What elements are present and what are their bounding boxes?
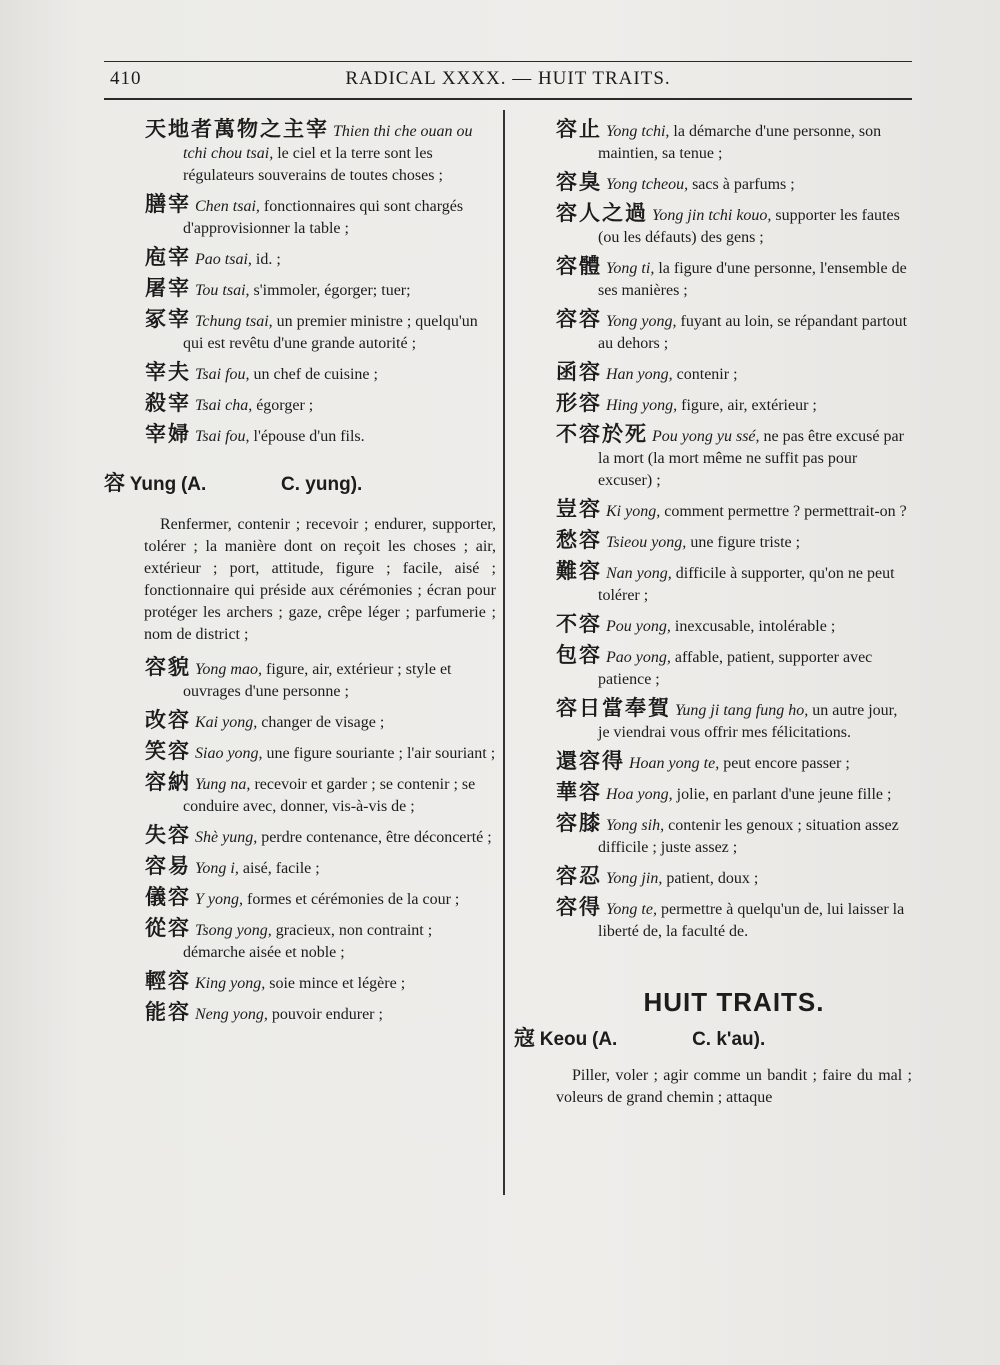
entry-definition: supporter les fautes (ou les défauts) des gens ; [598,207,900,246]
entry-romanization: Pao yong, [606,649,671,666]
entry-characters: 華容 [556,780,602,804]
entry-romanization: Yong sih, [606,817,665,834]
headword-a-part: (A. [180,474,207,495]
entry-definition: inexcusable, intolérable ; [674,618,836,635]
headword-character: 寇 [514,1026,535,1050]
entry-characters: 容膝 [556,811,602,835]
entry-definition: une figure triste ; [690,534,801,551]
entry-definition: difficile à supporter, qu'on ne peut tolérer ; [598,565,895,604]
dictionary-entry [104,246,496,271]
entry-definition: fonctionnaires qui sont chargés d'approvisionner la table ; [183,198,464,237]
running-header [104,64,912,94]
headword-c-part: C. k'au). [692,1029,766,1050]
entry-definition: le ciel et la terre sont les régulateurs souverains de toutes choses ; [183,145,443,184]
right-entries [556,118,912,943]
right-column [514,117,912,1109]
entry-characters: 容得 [556,895,602,919]
headword-character: 容 [104,471,125,495]
entry-romanization: Yong yong, [606,313,677,330]
entry-definition: peut encore passer ; [723,755,850,772]
entry-definition: la démarche d'une personne, son maintien, sa tenue ; [598,123,882,162]
dictionary-entry [556,202,912,249]
headword-a-part: (A. [592,1029,618,1050]
entry-characters: 不容於死 [556,422,648,446]
entry-definition: la figure d'une personne, l'ensemble de ses manières ; [598,260,907,299]
entry-characters: 容納 [145,770,191,794]
entry-romanization: Pou yong, [606,618,671,635]
entry-characters: 冢宰 [145,307,191,331]
entry-definition: affable, patient, supporter avec patience ; [598,649,873,688]
entry-definition: soie mince et légère ; [269,975,406,992]
headword-keou [514,1027,912,1051]
entry-romanization: Yong jin, [606,870,663,887]
dictionary-entry [556,697,912,744]
entry-romanization: Chen tsai, [195,198,260,215]
dictionary-entry [556,529,912,554]
entry-characters: 宰夫 [145,360,191,384]
entry-definition: jolie, en parlant d'une jeune fille ; [676,786,892,803]
entry-romanization: Yong tchi, [606,123,670,140]
entry-romanization: Pao tsai, [195,251,252,268]
entry-characters: 從容 [145,916,191,940]
entry-definition: id. ; [255,251,281,268]
dictionary-entry [104,1001,496,1026]
headword-definition: Piller, voler ; agir comme un bandit ; faire du mal ; voleurs de grand chemin ; attaque [556,1067,912,1106]
entry-romanization: Pou yong yu ssé, [652,428,760,445]
entry-characters: 容止 [556,117,602,141]
entry-romanization: Tsai fou, [195,428,250,445]
dictionary-entry [556,896,912,943]
dictionary-entry [104,423,496,448]
entry-romanization: Siao yong, [195,745,263,762]
dictionary-entry [104,855,496,880]
entry-characters: 容忍 [556,864,602,888]
column-divider [503,110,505,1195]
entry-romanization: Yong i, [195,860,239,877]
entry-definition: changer de visage ; [261,714,385,731]
dictionary-entry [104,361,496,386]
dictionary-entry [556,644,912,691]
entry-romanization: Tou tsai, [195,282,250,299]
entry-characters: 愁容 [556,528,602,552]
dictionary-entry [556,171,912,196]
entry-romanization: Tsai cha, [195,397,253,414]
entry-characters: 殺宰 [145,391,191,415]
dictionary-entry [556,613,912,638]
entry-definition: un premier ministre ; quelqu'un qui est revêtu d'une grande autorité ; [183,313,478,352]
entry-romanization: Ki yong, [606,503,661,520]
entry-romanization: Yung na, [195,776,251,793]
dictionary-entry [104,886,496,911]
dictionary-entry [556,392,912,417]
dictionary-entry [104,824,496,849]
entry-definition: égorger ; [256,397,314,414]
entry-definition: formes et cérémonies de la cour ; [247,891,460,908]
headword-yung [104,472,496,496]
dictionary-entry [556,498,912,523]
entry-characters: 容臭 [556,170,602,194]
entry-characters: 難容 [556,559,602,583]
entry-definition: un chef de cuisine ; [253,366,378,383]
entry-romanization: Thien thi che ouan ou tchi chou tsai, [183,123,473,162]
entry-definition: recevoir et garder ; se contenir ; se conduire avec, donner, vis-à-vis de ; [183,776,476,815]
dictionary-entry [556,750,912,775]
entry-characters: 宰婦 [145,422,191,446]
entry-characters: 容貌 [145,655,191,679]
entry-romanization: Tsong yong, [195,922,272,939]
dictionary-entry [556,118,912,165]
entry-definition: patient, doux ; [666,870,759,887]
entry-romanization: Yong te, [606,901,657,918]
entry-definition: fuyant au loin, se répandant partout au dehors ; [598,313,908,352]
entry-characters: 笑容 [145,739,191,763]
entry-definition: comment permettre ? permettrait-on ? [664,503,907,520]
entry-characters: 能容 [145,1000,191,1024]
dictionary-entry [556,865,912,890]
entry-characters: 容日當奉賀 [556,696,671,720]
entry-characters: 天地者萬物之主宰 [145,117,329,141]
dictionary-entry [556,781,912,806]
entry-characters: 函容 [556,360,602,384]
entry-definition: gracieux, non contraint ; démarche aisée et noble ; [183,922,433,961]
entry-characters: 庖宰 [145,245,191,269]
entry-romanization: Yong mao, [195,661,262,678]
dictionary-entry [104,917,496,964]
entry-romanization: Shè yung, [195,829,258,846]
entry-definition: contenir ; [676,366,738,383]
headword-definition: Renfermer, contenir ; recevoir ; endurer, supporter, tolérer ; la manière dont on reçoit les choses ; air, extérieur ; port, attitude, figure ; facile, aisé ; fonctionnaire qui préside aux cérémonies ; écran pour protéger les archers ; gaze, crêpe léger ; parfumerie ; nom de district ; [144,516,496,643]
entry-definition: sacs à parfums ; [692,176,795,193]
top-rule [104,61,912,62]
entry-definition: aisé, facile ; [242,860,320,877]
dictionary-entry [104,970,496,995]
entry-romanization: Nan yong, [606,565,672,582]
dictionary-entry [104,118,496,187]
dictionary-entry [556,812,912,859]
entry-characters: 還容得 [556,749,625,773]
entry-characters: 包容 [556,643,602,667]
dictionary-entry [556,423,912,492]
entry-definition: s'immoler, égorger; tuer; [253,282,411,299]
entry-definition: figure, air, extérieur ; style et ouvrages d'une personne ; [183,661,452,700]
dictionary-entry [104,771,496,818]
entry-romanization: Tsieou yong, [606,534,687,551]
entry-definition: perdre contenance, être déconcerté ; [261,829,492,846]
entry-romanization: Hoa yong, [606,786,673,803]
entry-characters: 不容 [556,612,602,636]
running-title: RADICAL XXXX. — HUIT TRAITS. [345,68,671,89]
entry-romanization: Y yong, [195,891,243,908]
entry-romanization: Yong jin tchi kouo, [652,207,772,224]
entry-definition: ne pas être excusé par la mort (la mort même ne suffit pas pour excuser) ; [598,428,904,489]
dictionary-entry [104,740,496,765]
entry-definition: figure, air, extérieur ; [681,397,817,414]
entry-romanization: Tchung tsai, [195,313,273,330]
entry-characters: 容易 [145,854,191,878]
entry-characters: 容體 [556,254,602,278]
headword-c-part: C. yung). [281,474,363,495]
dictionary-entry [104,656,496,703]
entry-romanization: Tsai fou, [195,366,250,383]
entry-characters: 膳宰 [145,192,191,216]
entry-definition: contenir les genoux ; situation assez difficile ; juste assez ; [598,817,899,856]
dictionary-entry [104,709,496,734]
left-entries-top [104,118,496,448]
headword-romanization: Yung [129,474,177,495]
dictionary-entry [104,308,496,355]
entry-characters: 容人之過 [556,201,648,225]
entry-romanization: Neng yong, [195,1006,268,1023]
entry-characters: 改容 [145,708,191,732]
entry-characters: 儀容 [145,885,191,909]
entry-romanization: Yung ji tang fung ho, [675,702,809,719]
page-number: 410 [110,68,142,89]
section-title: HUIT TRAITS. [643,987,825,1017]
entry-characters: 容容 [556,307,602,331]
dictionary-entry [104,193,496,240]
entry-romanization: Han yong, [606,366,673,383]
dictionary-entry [556,255,912,302]
dictionary-entry [556,361,912,386]
entry-romanization: Hing yong, [606,397,678,414]
entry-romanization: Yong tcheou, [606,176,689,193]
entry-characters: 豈容 [556,497,602,521]
entry-romanization: Kai yong, [195,714,258,731]
entry-definition: l'épouse d'un fils. [253,428,365,445]
headword-romanization: Keou [539,1029,588,1050]
left-entries-bottom [104,656,496,1026]
entry-romanization: Yong ti, [606,260,655,277]
dictionary-entry [104,392,496,417]
dictionary-entry [556,560,912,607]
entry-definition: pouvoir endurer ; [271,1006,383,1023]
entry-romanization: King yong, [195,975,266,992]
entry-romanization: Hoan yong te, [629,755,720,772]
entry-definition: permettre à quelqu'un de, lui laisser la liberté de, la faculté de. [598,901,905,940]
dictionary-entry [556,308,912,355]
left-column [104,118,496,1032]
entry-characters: 失容 [145,823,191,847]
header-rule [104,98,912,100]
entry-definition: un autre jour, je viendrai vous offrir mes félicitations. [598,702,898,741]
entry-characters: 形容 [556,391,602,415]
entry-definition: une figure souriante ; l'air souriant ; [266,745,496,762]
entry-characters: 屠宰 [145,276,191,300]
entry-characters: 輕容 [145,969,191,993]
dictionary-entry [104,277,496,302]
